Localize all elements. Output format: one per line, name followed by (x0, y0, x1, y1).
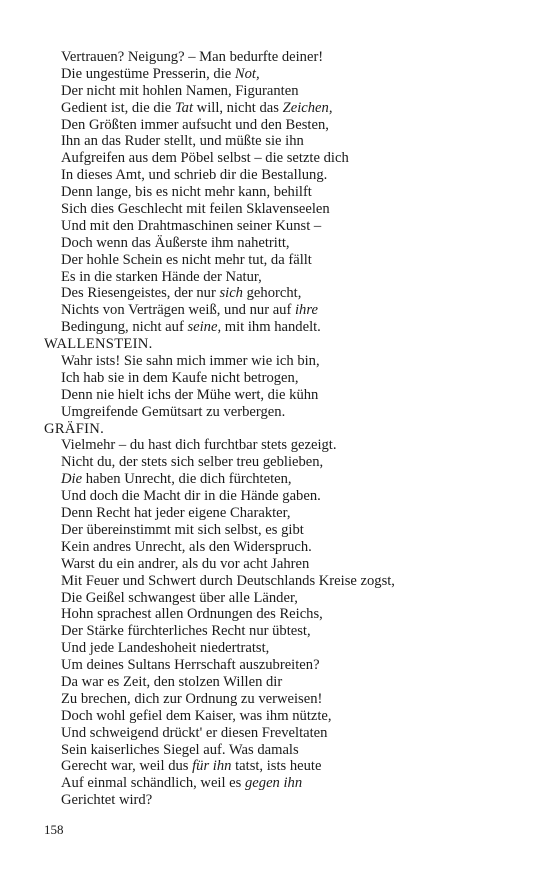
verse-line (44, 539, 524, 556)
text-segment: Aufgreifen aus dem Pöbel selbst – die setzte dich (61, 150, 349, 167)
text-segment: Und schweigend drückt' er diesen Freveltaten (61, 724, 328, 741)
verse-line (44, 708, 524, 725)
verse-line (44, 184, 524, 201)
text-segment: In dieses Amt, und schrieb dir die Bestallung. (61, 167, 328, 184)
verse-line (44, 691, 524, 708)
text-segment: Zu brechen, dich zur Ordnung zu verweisen! (61, 690, 323, 707)
text-segment: WALLENSTEIN. (44, 336, 153, 353)
text-segment: Die ungestüme Presserin, die (61, 65, 235, 82)
verse-line (44, 640, 524, 657)
verse-line (44, 590, 524, 607)
verse-line (44, 505, 524, 522)
text-segment: Denn lange, bis es nicht mehr kann, behilft (61, 184, 312, 201)
italic-emphasis: Not, (234, 65, 260, 82)
verse-line (44, 404, 524, 421)
text-segment: Denn Recht hat jeder eigene Charakter, (61, 505, 291, 522)
text-segment: Ich hab sie in dem Kaufe nicht betrogen, (61, 369, 299, 386)
text-segment: Und mit den Drahtmaschinen seiner Kunst – (61, 217, 322, 234)
text-segment: haben Unrecht, die dich fürchteten, (82, 471, 292, 488)
text-segment: tatst, ists heute (231, 758, 322, 775)
verse-line (44, 725, 524, 742)
page-number: 158 (44, 822, 64, 837)
text-segment: Es in die starken Hände der Natur, (61, 268, 262, 285)
text-segment: will, nicht das (193, 99, 283, 116)
text-segment: Nicht du, der stets sich selber treu geblieben, (61, 454, 324, 471)
verse-line (44, 83, 524, 100)
verse-text-block (44, 49, 524, 809)
text-segment: Auf einmal schändlich, weil es (61, 775, 245, 792)
verse-line (44, 66, 524, 83)
verse-line (44, 49, 524, 66)
verse-line (44, 319, 524, 336)
text-segment: Den Größten immer aufsucht und den Besten, (61, 116, 329, 133)
verse-line (44, 100, 524, 117)
text-segment: Der Stärke fürchterliches Recht nur übtest, (61, 623, 311, 640)
verse-line (44, 522, 524, 539)
verse-line (44, 353, 524, 370)
italic-emphasis: gegen ihn (245, 775, 303, 792)
verse-line (44, 133, 524, 150)
text-segment: Gerecht war, weil dus (61, 758, 193, 775)
verse-line (44, 370, 524, 387)
text-segment: Gedient ist, die die (61, 99, 175, 116)
text-segment: Der nicht mit hohlen Namen, Figuranten (61, 82, 299, 99)
verse-line (44, 387, 524, 404)
verse-line (44, 167, 524, 184)
italic-emphasis: für ihn (192, 758, 232, 775)
verse-line (44, 302, 524, 319)
text-segment: Warst du ein andrer, als du vor acht Jahren (61, 555, 310, 572)
verse-line (44, 269, 524, 286)
italic-emphasis: sich (219, 285, 243, 302)
text-segment: Vertrauen? Neigung? – Man bedurfte deiner! (61, 49, 324, 65)
text-segment: Doch wenn das Äußerste ihm nahetritt, (61, 234, 290, 251)
italic-emphasis: seine, (187, 319, 222, 336)
text-segment: Bedingung, nicht auf (61, 319, 188, 336)
text-segment: Gerichtet wird? (61, 792, 153, 809)
text-segment: Und doch die Macht dir in die Hände gaben. (61, 488, 321, 505)
text-segment: Des Riesengeistes, der nur (61, 285, 220, 302)
verse-line (44, 742, 524, 759)
text-segment: GRÄFIN. (44, 420, 105, 437)
italic-emphasis: ihre (294, 302, 318, 319)
text-segment: Vielmehr – du hast dich furchtbar stets gezeigt. (61, 437, 337, 454)
verse-line (44, 657, 524, 674)
text-segment: Wahr ists! Sie sahn mich immer wie ich bin, (61, 353, 320, 370)
verse-line (44, 775, 524, 792)
verse-line (44, 488, 524, 505)
text-segment: Kein andres Unrecht, als den Widerspruch. (61, 538, 312, 555)
text-segment: Hohn sprachest allen Ordnungen des Reichs, (61, 606, 323, 623)
text-segment: Die Geißel schwangest über alle Länder, (61, 589, 298, 606)
text-segment: Umgreifende Gemütsart zu verbergen. (61, 403, 286, 420)
italic-emphasis: Die (61, 471, 83, 488)
verse-line (44, 150, 524, 167)
text-segment: Sich dies Geschlecht mit feilen Sklavenseelen (61, 201, 330, 218)
verse-line (44, 252, 524, 269)
text-segment: Denn nie hielt ichs der Mühe wert, die kühn (61, 386, 319, 403)
text-segment: mit ihm handelt. (221, 319, 321, 336)
text-segment: Um deines Sultans Herrschaft auszubreiten? (61, 657, 320, 674)
verse-line (44, 674, 524, 691)
verse-line (44, 235, 524, 252)
verse-line (44, 454, 524, 471)
verse-line (44, 117, 524, 134)
text-segment: Da war es Zeit, den stolzen Willen dir (61, 673, 283, 690)
verse-line (44, 556, 524, 573)
text-segment: Und jede Landeshoheit niedertratst, (61, 640, 270, 657)
speaker-name (44, 421, 524, 438)
verse-line (44, 218, 524, 235)
verse-line (44, 201, 524, 218)
verse-line (44, 758, 524, 775)
verse-line (44, 471, 524, 488)
text-segment: Nichts von Verträgen weiß, und nur auf (61, 302, 295, 319)
speaker-name (44, 336, 524, 353)
text-segment: Der hohle Schein es nicht mehr tut, da fällt (61, 251, 312, 268)
text-segment: Doch wohl gefiel dem Kaiser, was ihm nützte, (61, 707, 332, 724)
italic-emphasis: Zeichen, (282, 99, 333, 116)
text-segment: Der übereinstimmt mit sich selbst, es gibt (61, 521, 304, 538)
text-segment: Sein kaiserliches Siegel auf. Was damals (61, 741, 299, 758)
verse-line (44, 606, 524, 623)
text-segment: Ihn an das Ruder stellt, und müßte sie ihn (61, 133, 304, 150)
text-segment: Mit Feuer und Schwert durch Deutschlands Kreise zogst, (61, 572, 395, 589)
verse-line (44, 437, 524, 454)
verse-line (44, 792, 524, 809)
text-segment: gehorcht, (242, 285, 302, 302)
italic-emphasis: Tat (174, 99, 194, 116)
verse-line (44, 623, 524, 640)
verse-line (44, 573, 524, 590)
verse-line (44, 285, 524, 302)
